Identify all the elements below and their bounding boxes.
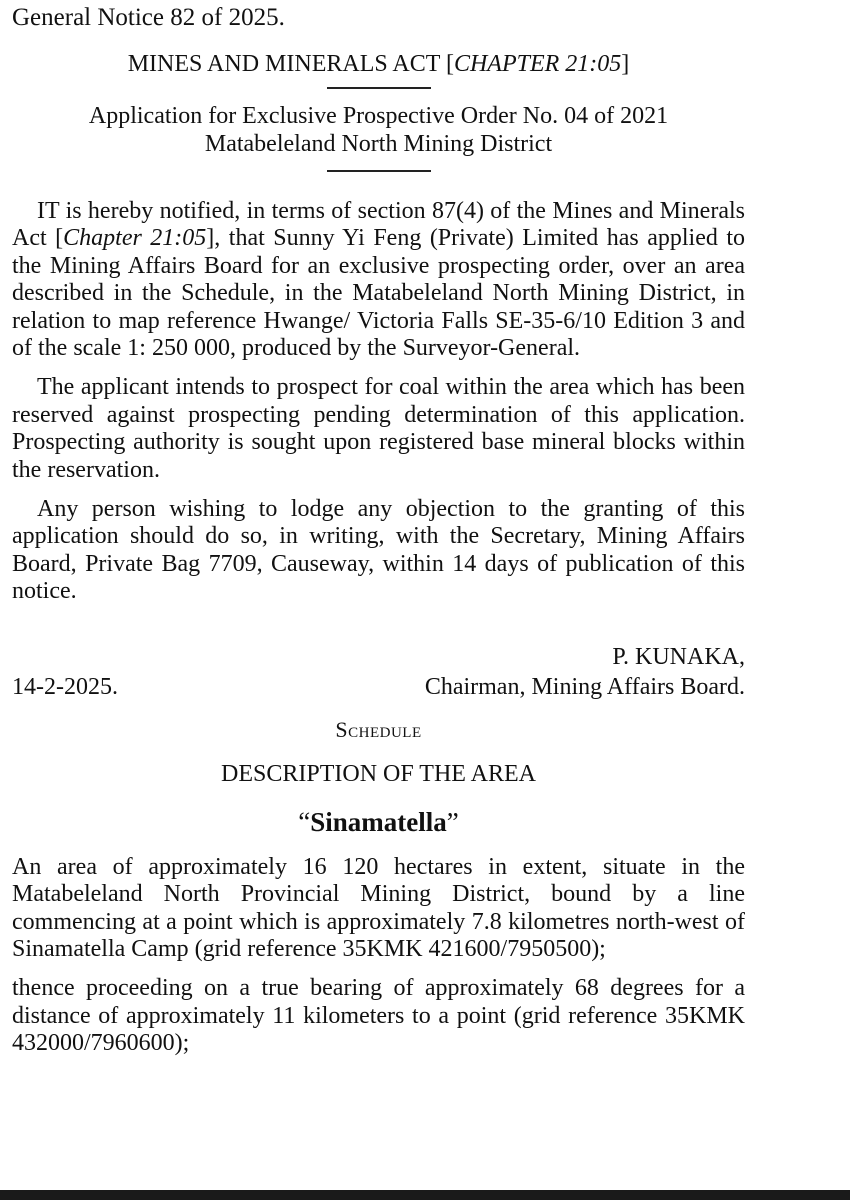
area-name-open-quote: “ (298, 806, 311, 837)
signatory-title: Chairman, Mining Affairs Board. (424, 673, 745, 700)
act-title-close: ] (621, 51, 630, 77)
application-title (12, 102, 745, 158)
notice-date: 14-2-2025. (12, 673, 118, 700)
divider-rule (327, 170, 431, 172)
area-description-heading: DESCRIPTION OF THE AREA (221, 760, 536, 787)
paragraph-1-chapter: Chapter 21:05 (63, 225, 207, 252)
notice-paragraph-3: Any person wishing to lodge any objection to the granting of this application should do so, in writing, with the Secretary, Mining Affairs Board, Private Bag 7709, Causeway, within 14 days of publication of this notice. (12, 496, 745, 605)
notice-paragraph-1 (12, 198, 745, 362)
signature-block (12, 642, 745, 702)
area-name-text: Sinamatella (310, 806, 447, 837)
act-title (12, 50, 745, 78)
paragraph-1-before: IT is hereby notified, in terms of section 87(4) of the Mines and Minerals Act [ (12, 198, 745, 252)
application-title-line1: Application for Exclusive Prospective Order No. 04 of 2021 (88, 103, 669, 129)
area-name-close-quote: ” (446, 806, 459, 837)
notice-paragraph-2: The applicant intends to prospect for coal within the area which has been reserved against prospecting pending determination of this application. Prospecting authority is sought upon registered base mineral blocks within the reservation. (12, 374, 745, 483)
area-name (12, 806, 745, 838)
act-title-chapter: CHAPTER 21:05 (453, 51, 622, 77)
act-title-main: MINES AND MINERALS ACT [ (127, 51, 454, 77)
signatory-name: P. KUNAKA, (612, 643, 745, 670)
schedule-heading: Schedule (335, 716, 422, 742)
gazette-page (12, 0, 745, 1058)
area-description-1: An area of approximately 16 120 hectares in extent, situate in the Matabeleland North Provincial Mining District, bound by a line commencing at a point which is approximately 7.8 kilometres north-west of Sinamatella Camp (grid reference 35KMK 421600/7950500); (12, 853, 745, 962)
paragraph-1-after: ], that Sunny Yi Feng (Private) Limited has applied to the Mining Affairs Board for an exclusive prospecting order, over an area described in the Schedule, in the Matabeleland North Mining District, in relation to map reference Hwange/ Victoria Falls SE-35-6/10 Edition 3 and of the scale 1: 250 000, produced by the Surveyor-General. (12, 225, 745, 362)
bottom-edge-bar (0, 1190, 850, 1200)
notice-number: General Notice 82 of 2025. (12, 4, 285, 31)
area-description-2: thence proceeding on a true bearing of approximately 68 degrees for a distance of approximately 11 kilometers to a point (grid reference 35KMK 432000/7960600); (12, 975, 745, 1057)
divider-rule (327, 87, 431, 89)
signature-row (12, 672, 745, 702)
application-title-line2: Matabeleland North Mining District (204, 131, 553, 157)
